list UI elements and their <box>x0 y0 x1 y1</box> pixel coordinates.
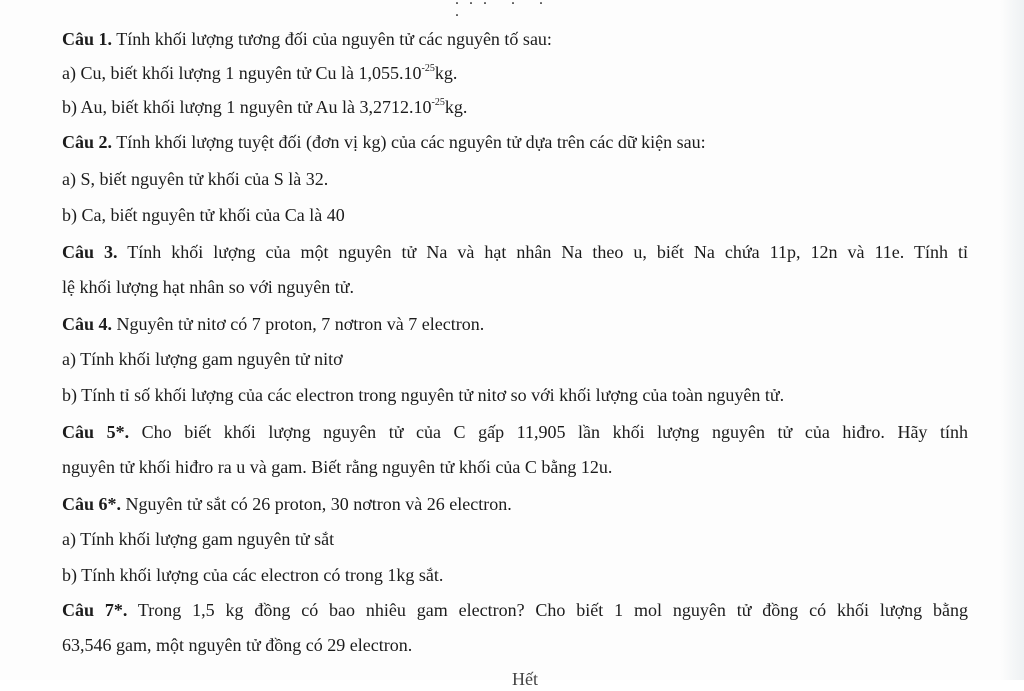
question-4 <box>62 312 982 336</box>
question-1-part-a: a) Cu, biết khối lượng 1 nguyên tử Cu là $1,055.10^{-25}kg$. <box>62 63 458 83</box>
question-3 <box>62 240 968 264</box>
question-7-text-line1: Trong 1,5 kg đồng có bao nhiêu gam electron? Cho biết 1 mol nguyên tử đồng có khối lượng bằng <box>137 600 968 620</box>
question-6-text: Nguyên tử sắt có 26 proton, 30 nơtron và 26 electron. <box>125 494 512 514</box>
question-3-text-line1: Tính khối lượng của một nguyên tử Na và hạt nhân Na theo u, biết Na chứa 11p, 12n và 11e. Tính tỉ <box>127 242 968 262</box>
question-1-label: Câu 1. <box>62 29 113 49</box>
question-5 <box>62 420 968 444</box>
question-2-label: Câu 2. <box>62 132 113 152</box>
question-7-label: Câu 7*. <box>62 600 128 620</box>
question-6-label: Câu 6*. <box>62 494 122 514</box>
top-cutoff-text: . <box>455 3 469 20</box>
question-2 <box>62 130 982 154</box>
question-4-part-b: b) Tính tỉ số khối lượng của các electron trong nguyên tử nitơ so với khối lượng của toàn nguyên tử. <box>62 385 785 405</box>
question-1 <box>62 27 982 51</box>
end-marker: Hết <box>512 669 538 689</box>
question-1-part-b: b) Au, biết khối lượng 1 nguyên tử Au là $3,2712.10^{-25}kg$. <box>62 97 468 117</box>
question-3-text-line2: lệ khối lượng hạt nhân so với nguyên tử. <box>62 277 355 297</box>
question-4-part-a: a) Tính khối lượng gam nguyên tử nitơ <box>62 349 343 369</box>
right-edge-shadow <box>1000 0 1024 680</box>
question-5-text-line1: Cho biết khối lượng nguyên tử của C gấp 11,905 lần khối lượng nguyên tử của hiđro. Hãy tính <box>141 422 968 442</box>
question-6-part-a: a) Tính khối lượng gam nguyên tử sắt <box>62 529 335 549</box>
question-2-part-a: a) S, biết nguyên tử khối của S là 32. <box>62 169 329 189</box>
question-2-part-b: b) Ca, biết nguyên tử khối của Ca là 40 <box>62 205 345 225</box>
question-5-label: Câu 5*. <box>62 422 130 442</box>
question-2-text: Tính khối lượng tuyệt đối (đơn vị kg) của các nguyên tử dựa trên các dữ kiện sau: <box>116 132 706 152</box>
question-4-label: Câu 4. <box>62 314 113 334</box>
question-6 <box>62 492 982 516</box>
question-7-text-line2: 63,546 gam, một nguyên tử đồng có 29 electron. <box>62 635 413 655</box>
question-6-part-b: b) Tính khối lượng của các electron có trong 1kg sắt. <box>62 565 444 585</box>
question-3-label: Câu 3. <box>62 242 118 262</box>
question-7 <box>62 598 968 622</box>
question-1-text: Tính khối lượng tương đối của nguyên tử các nguyên tố sau: <box>116 29 552 49</box>
question-5-text-line2: nguyên tử khối hiđro ra u và gam. Biết rằng nguyên tử khối của C bằng 12u. <box>62 457 613 477</box>
question-4-text: Nguyên tử nitơ có 7 proton, 7 nơtron và 7 electron. <box>116 314 485 334</box>
